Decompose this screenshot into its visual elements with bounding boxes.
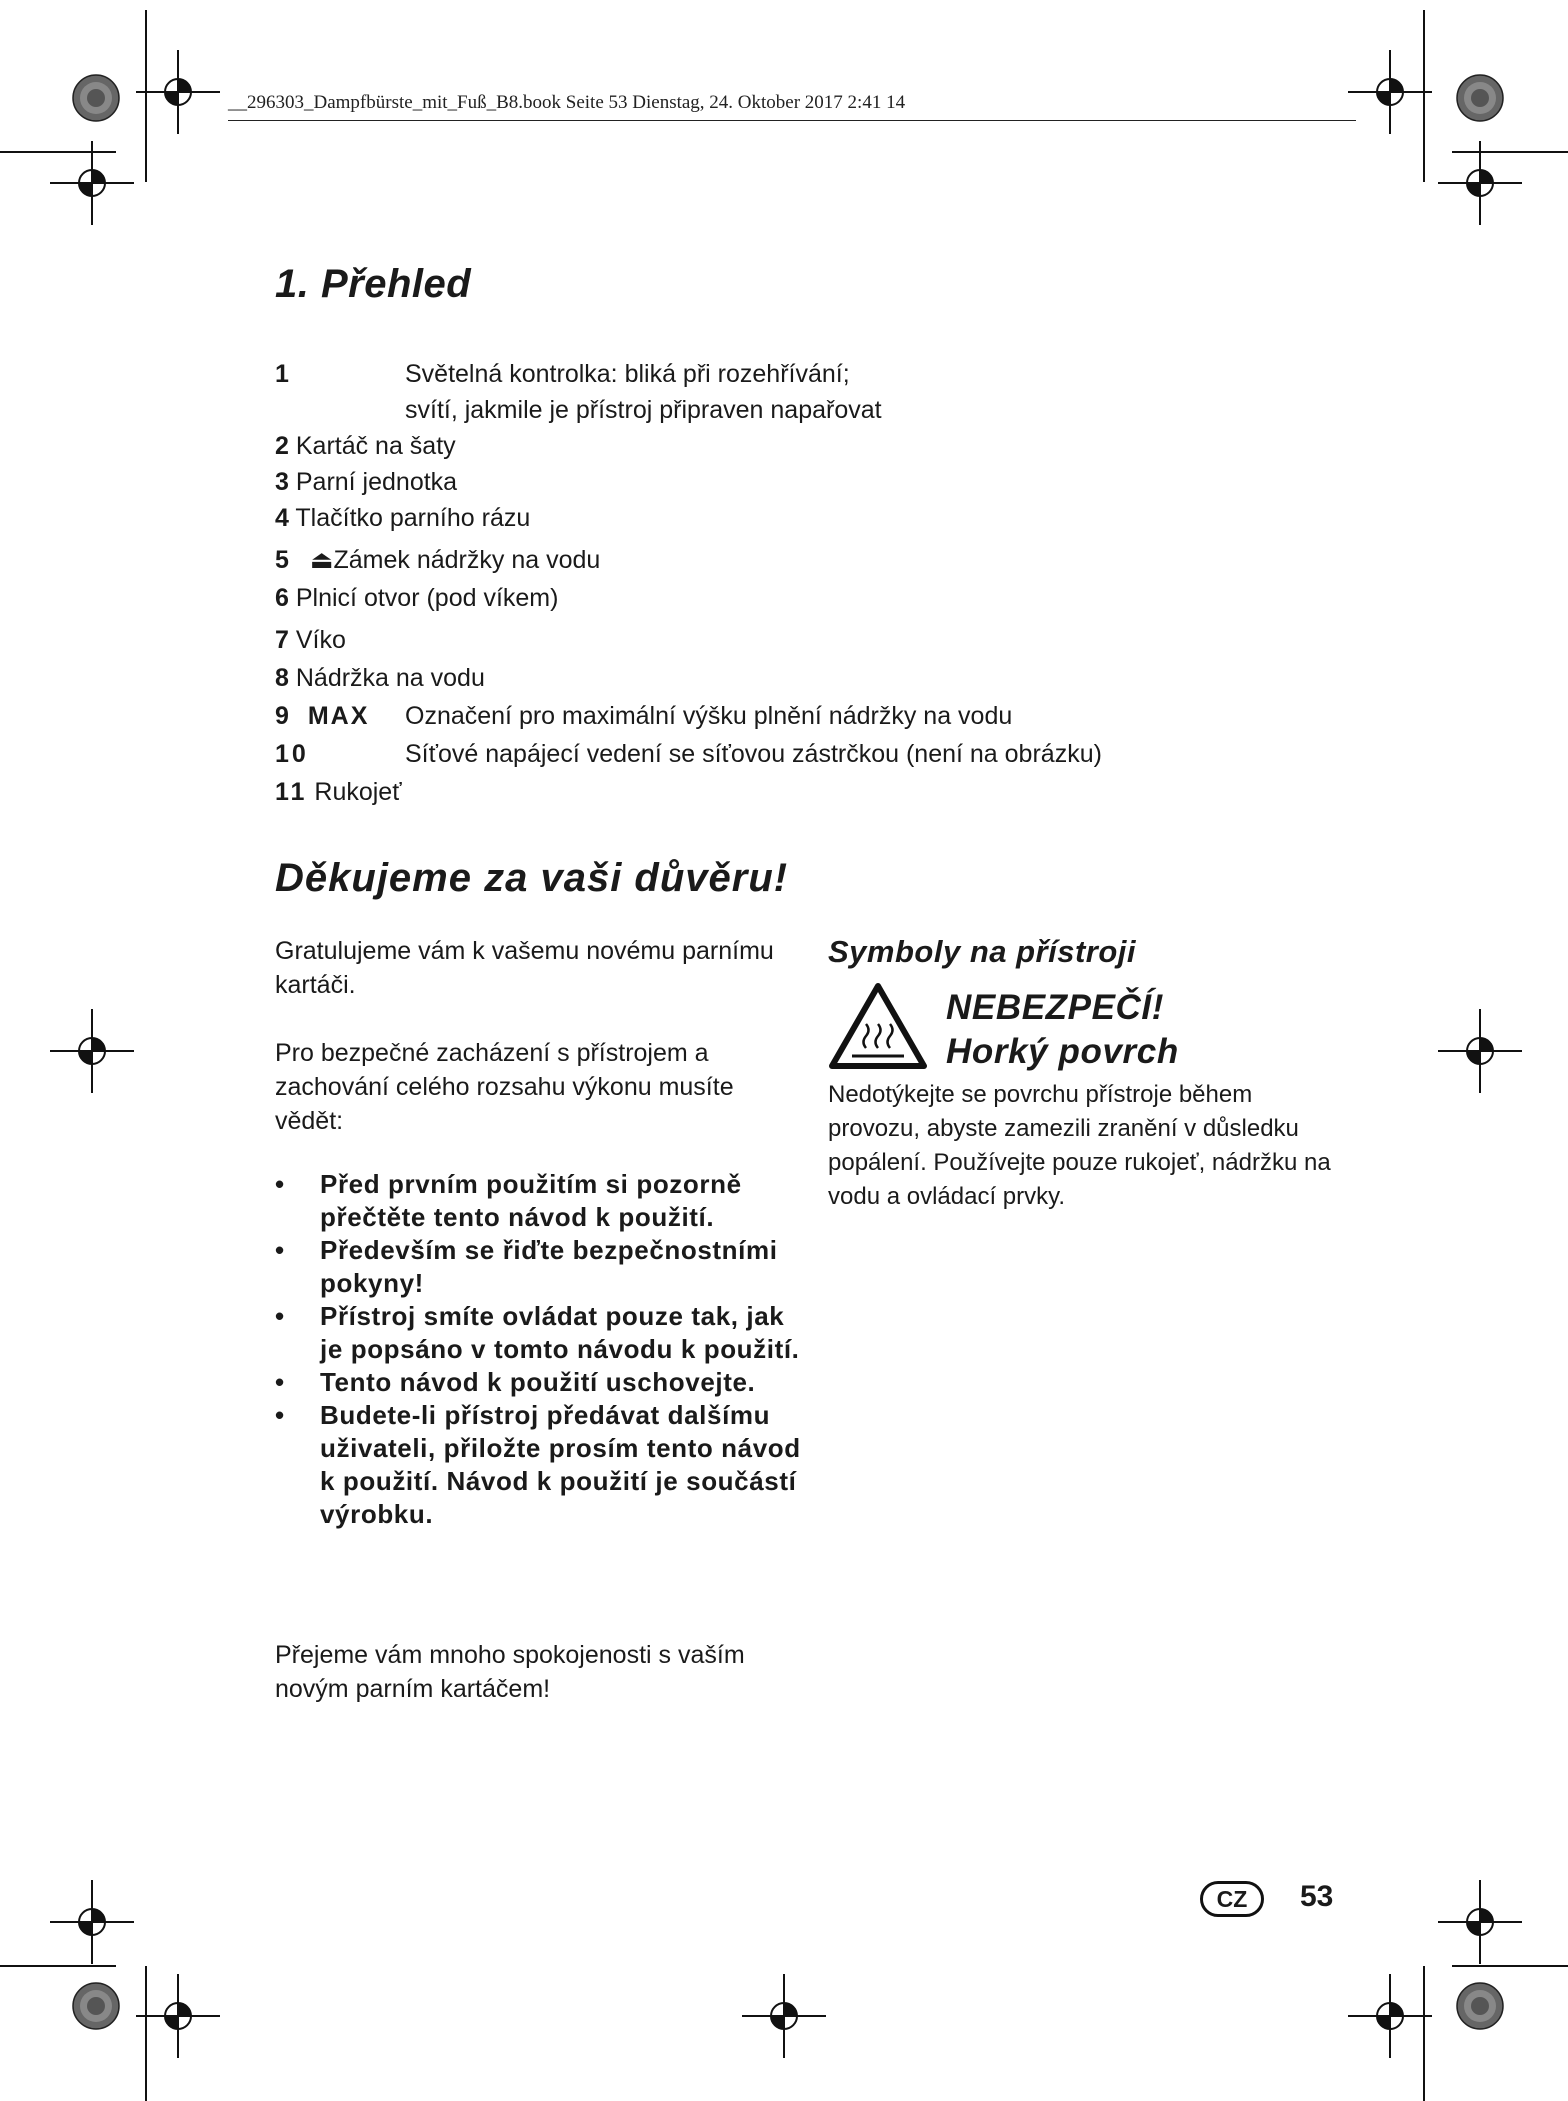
bullet-icon: • [275,1235,285,1265]
print-header: __296303_Dampfbürste_mit_Fuß_B8.book Seite 53 Dienstag, 24. Oktober 2017 2:41 14 [228,92,906,113]
country-code-badge: CZ [1200,1881,1264,1917]
bullet-icon: • [275,1169,285,1199]
eject-icon: ⏏ [309,546,334,574]
list-item: svítí, jakmile je přístroj připraven napařovat [405,396,882,424]
closing-paragraph: Přejeme vám mnoho spokojenosti s vaším novým parním kartáčem! [275,1641,745,1703]
symbols-heading: Symboly na přístroji [828,934,1137,969]
bullet-icon: • [275,1400,285,1430]
list-item: 9 MAX Označení pro maximální výšku plnění nádržky na vodu [275,702,1013,730]
header-rule [228,120,1356,121]
max-marking: MAX [307,702,370,730]
list-item: • Přístroj smíte ovládat pouze tak, jak je popsáno v tomto návodu k použití. [275,1301,800,1364]
list-item: 5 ⏏Zámek nádržky na vodu [275,546,601,574]
intro-paragraph-1: Gratulujeme vám k vašemu novému parnímu kartáči. [275,937,774,999]
list-item: 1 Světelná kontrolka: bliká při rozehřívání; [275,360,850,388]
list-item: 2 Kartáč na šaty [275,432,456,460]
list-item: • Před prvním použitím si pozorně přečtěte tento návod k použití. [275,1169,742,1232]
bullet-icon: • [275,1301,285,1331]
warning-subtitle: Horký povrch [946,1032,1179,1071]
list-item: • Budete-li přístroj předávat dalšímu uživateli, přiložte prosím tento návod k použití. Návod k použití je součástí výrobku. [275,1400,801,1529]
list-item: 4 Tlačítko parního rázu [275,504,531,532]
bullet-icon: • [275,1367,285,1397]
hot-surface-warning-icon [828,982,928,1070]
instruction-list [275,1168,815,1531]
thanks-heading: Děkujeme za vaši důvěru! [275,856,789,900]
list-item: • Tento návod k použití uschovejte. [275,1367,756,1397]
list-item: 8 Nádržka na vodu [275,664,485,692]
overview-heading: 1. Přehled [275,262,472,306]
warning-title: NEBEZPEČÍ! [946,988,1164,1027]
list-item: 11 Rukojeť [275,778,402,806]
list-item: 3 Parní jednotka [275,468,458,496]
intro-paragraph-2: Pro bezpečné zacházení s přístrojem a zachování celého rozsahu výkonu musíte vědět: [275,1039,734,1135]
page-number: 53 [1300,1880,1334,1913]
overview-list [275,356,1175,812]
list-item: 10 Síťové napájecí vedení se síťovou zástrčkou (není na obrázku) [275,740,1102,768]
list-item: 7 Víko [275,626,346,654]
list-item: • Především se řiďte bezpečnostními pokyny! [275,1235,778,1298]
list-item: 6 Plnicí otvor (pod víkem) [275,584,559,612]
warning-text: Nedotýkejte se povrchu přístroje během provozu, abyste zamezili zranění v důsledku popálení. Používejte pouze rukojeť, nádržku na vodu a ovládací prvky. [828,1081,1331,1210]
